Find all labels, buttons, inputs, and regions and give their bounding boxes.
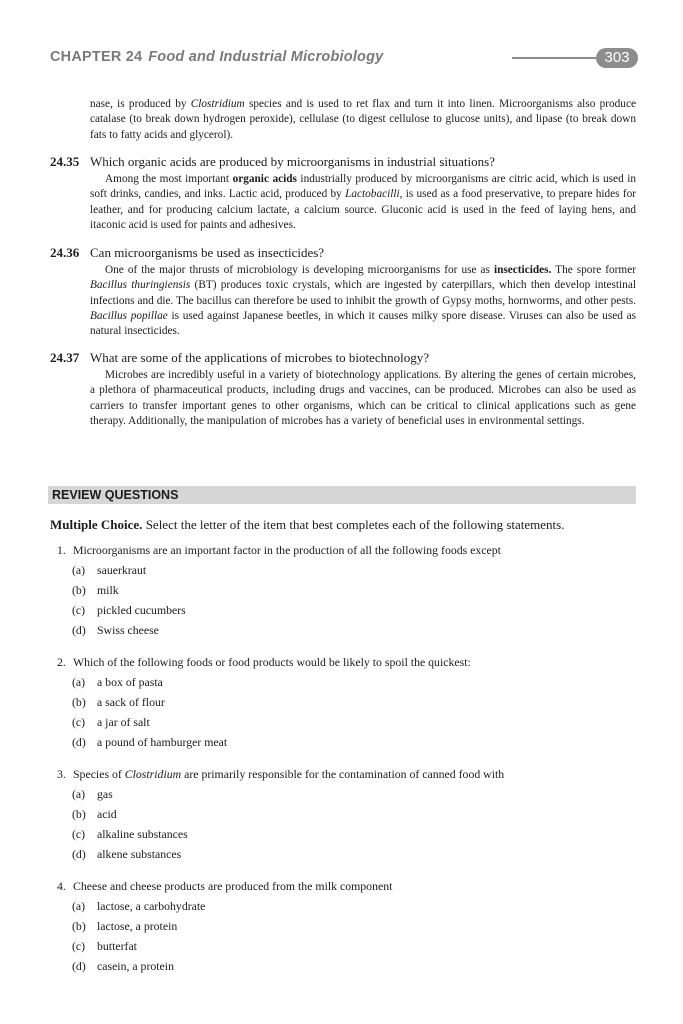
option: (c) butterfat	[72, 939, 137, 953]
option: (c) a jar of salt	[72, 715, 150, 729]
option: (a) sauerkraut	[72, 563, 147, 577]
answer-24-36: One of the major thrusts of microbiology is developing microorganisms for use as insecticides. The spore former Bacillus thuringiensis (BT) produces toxic crystals, which are ingested by caterpillars, which then develop intestinal infections and die. The bacillus can therefore be used to inhibit the growth of Gypsy moths, hornworms, and other pests. Bacillus popillae is used against Japanese beetles, in which it causes milky spore disease. Viruses can also be used as natural insecticides.	[90, 264, 637, 338]
question-text: Which organic acids are produced by microorganisms in industrial situations?	[90, 154, 495, 169]
question-number: 24.35	[50, 154, 80, 169]
review-item-1: 1. Microorganisms are an important factor in the production of all the following foods except	[57, 543, 501, 557]
option: (b) acid	[72, 807, 117, 821]
page-header	[50, 48, 636, 70]
option: (c) alkaline substances	[72, 827, 188, 841]
review-heading: REVIEW QUESTIONS	[52, 488, 179, 502]
review-item-4: 4. Cheese and cheese products are produced from the milk component	[57, 879, 393, 893]
option: (a) gas	[72, 787, 113, 801]
option: (b) lactose, a protein	[72, 919, 178, 933]
option: (c) pickled cucumbers	[72, 603, 186, 617]
answer-24-37: Microbes are incredibly useful in a variety of biotechnology applications. By altering the genes of certain microbes, a plethora of pharmaceutical products, including drugs and vaccines, can be produced. Microbes can also be used as carriers to transfer important genes to other organisms, which can be critical to clinical applications such as gene therapy. Additionally, the manipulation of microbes has a variety of beneficial uses in environmental settings.	[90, 369, 636, 427]
chapter-title: Food and Industrial Microbiology	[148, 49, 384, 65]
question-24-36	[50, 245, 640, 261]
question-text: What are some of the applications of microbes to biotechnology?	[90, 350, 429, 365]
mc-label: Multiple Choice.	[50, 517, 143, 532]
multiple-choice-instructions: Multiple Choice. Select the letter of the item that best completes each of the following statements.	[50, 517, 565, 532]
review-item-2: 2. Which of the following foods or food products would be likely to spoil the quickest:	[57, 655, 471, 669]
header-rule	[512, 57, 598, 59]
intro-paragraph: nase, is produced by Clostridium species and is used to ret flax and turn it into linen. Microorganisms also produce catalase (to break down hydrogen peroxide), cellulase (to digest cellulose to glucose units), and lipase (to break down fats to fatty acids and glycerol).	[90, 98, 636, 141]
question-number: 24.36	[50, 245, 80, 260]
option: (a) a box of pasta	[72, 675, 163, 689]
question-number: 24.37	[50, 350, 80, 365]
option: (d) alkene substances	[72, 847, 182, 861]
chapter-label: CHAPTER 24	[50, 49, 143, 65]
option: (b) milk	[72, 583, 119, 597]
review-questions-banner	[48, 486, 636, 504]
option: (a) lactose, a carbohydrate	[72, 899, 206, 913]
option: (d) Swiss cheese	[72, 623, 159, 637]
running-head	[50, 49, 383, 65]
review-item-3: 3. Species of Clostridium are primarily responsible for the contamination of canned food with	[57, 767, 505, 781]
page-number-badge: 303	[596, 48, 638, 68]
answer-24-35: Among the most important organic acids industrially produced by microorganisms are citric acid, which is used in soft drinks, candies, and inks. Lactic acid, produced by Lactobacilli, is used as a food preservative, to prepare hides for leather, and for producing calcium lactate, a calcium source. Gluconic acid is used in the feed of laying hens, and itaconic acid is used for paints and adhesives.	[90, 173, 636, 231]
question-24-35	[50, 154, 640, 170]
question-24-37	[50, 350, 640, 366]
option: (b) a sack of flour	[72, 695, 165, 709]
option: (d) casein, a protein	[72, 959, 174, 973]
question-text: Can microorganisms be used as insecticides?	[90, 245, 325, 260]
option: (d) a pound of hamburger meat	[72, 735, 228, 749]
